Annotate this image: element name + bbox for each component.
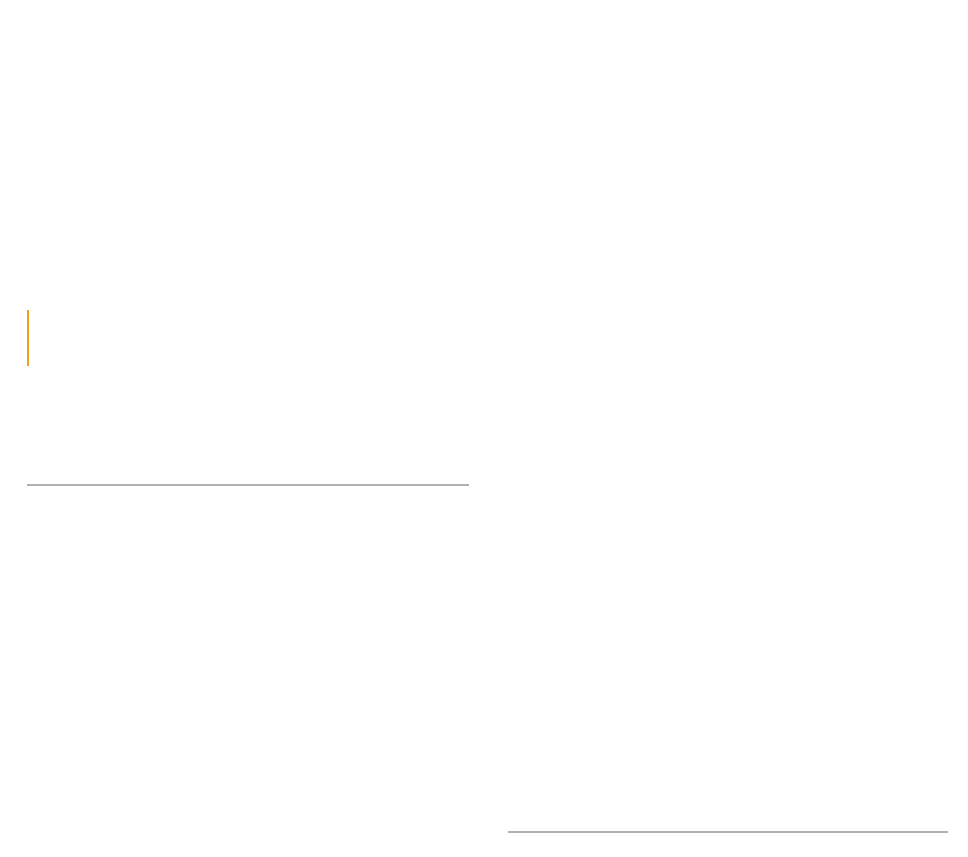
row-highlight-marker <box>27 310 29 366</box>
table-right-bottom-rule <box>508 831 948 833</box>
table-left-bottom-rule <box>27 484 469 486</box>
